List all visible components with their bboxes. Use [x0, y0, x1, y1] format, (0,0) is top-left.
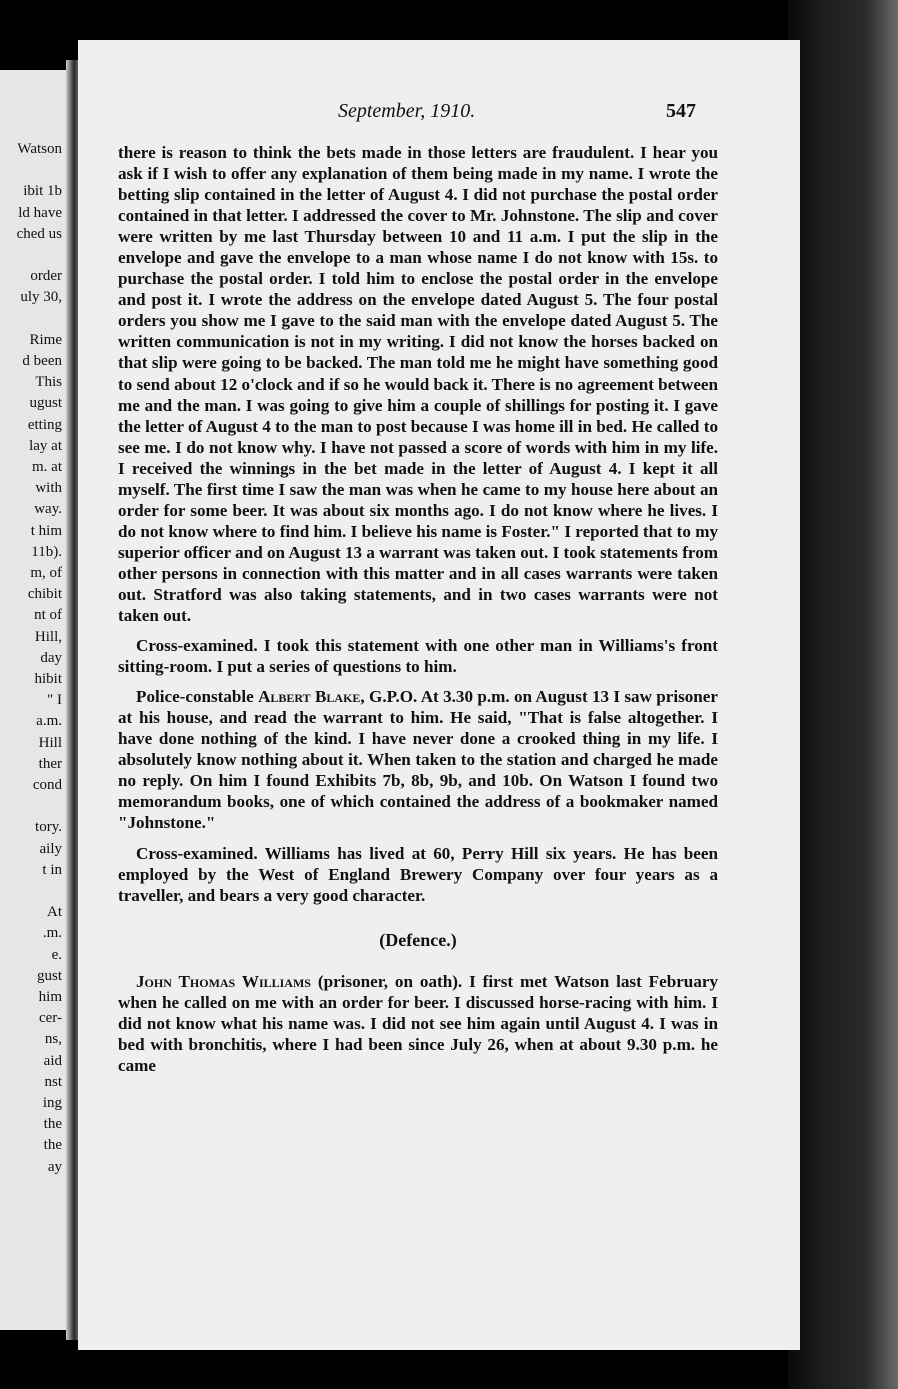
margin-fragment: the [43, 1137, 62, 1154]
margin-fragment: ther [38, 755, 62, 772]
margin-fragment: m. at [32, 459, 62, 475]
paragraph: Cross-examined. I took this statement with one other man in Williams's front sitting-room. I put a series of questions to him. [118, 636, 718, 677]
margin-fragment: Rime [29, 331, 62, 348]
witness-name: John Thomas Williams [136, 971, 311, 991]
margin-fragment: ns, [44, 1031, 62, 1048]
margin-fragment: Hill, [34, 628, 62, 645]
margin-fragment: uly 30, [20, 289, 62, 306]
running-header [78, 100, 800, 126]
margin-fragment: him [38, 989, 62, 1005]
margin-fragment: ld have [18, 204, 62, 221]
paragraph-prefix: Police-constable [136, 687, 259, 707]
page-number: 547 [666, 100, 696, 122]
paragraph [118, 686, 718, 833]
running-title: September, 1910. [338, 100, 476, 122]
margin-fragment: nst [44, 1073, 62, 1090]
margin-fragment: ugust [29, 395, 62, 412]
paragraph: there is reason to think the bets made in those letters are fraudulent. I hear you ask if I wish to offer any explanation of them being made in my name. I wrote the betting slip contained in the letter of August 4. I did not purchase the postal order contained in that letter. I addressed the cover to Mr. Johnstone. The slip and cover were written by me last Thursday between 10 and 11 a.m. I put the slip in the envelope and gave the envelope to a man whose name I do not know with 15s. to purchase the postal order. I told him to enclose the postal order in the envelope and post it. I wrote the address on the envelope dated August 5. The four postal orders you show me I gave to the said man with the envelope dated August 5. The written communication is not in my writing. I did not know the horses backed on that slip were going to be backed. The man told me he might have something good to send about 12 o'clock and if so he would back it. There is no agreement between me and the man. I was going to give him a couple of shillings for posting it. I gave the letter of August 4 to the man to post because I was home ill in bed. He called to see me. I do not know why. I have not passed a score of words with him in my life. I received the winnings in the bet made in the letter of August 4. I kept it all myself. The first time I saw the man was when he came to my house here about an order for some beer. It was about six months ago. I do not know where he lives. I do not know where to find him. I believe his name is Foster." I reported that to my superior officer and on August 13 a warrant was taken out. I took statements from other persons in connection with this matter and in all cases warrants were taken out. Stratford was also taking statements, and in two cases warrants were not taken out. [118, 143, 718, 626]
book-edge-shadow [788, 0, 898, 1389]
book-page [78, 40, 800, 1350]
margin-fragment: Hill [38, 734, 62, 751]
margin-fragment: gust [36, 967, 62, 984]
paragraph-text: , G.P.O. At 3.30 p.m. on August 13 I saw prisoner at his house, and read the warrant to him. He said, "That is false altogether. I have done nothing of the kind. I have never done a crooked thing in my life. I absolutely know nothing about it. When taken to the station and charged he made no reply. On him I found Exhibits 7b, 8b, 9b, and 10b. On Watson I found two memorandum books, one of which contained the address of a bookmaker named "Johnstone." [118, 687, 718, 833]
margin-fragment: This [35, 374, 62, 391]
margin-fragment: e. [51, 946, 62, 963]
margin-fragment: with [35, 480, 62, 497]
margin-fragment: ing [42, 1095, 62, 1111]
margin-fragment: way. [34, 501, 62, 518]
margin-fragment: chibit [27, 586, 62, 603]
margin-fragment: 11b). [31, 543, 62, 560]
margin-fragment: Watson [17, 141, 62, 157]
margin-fragment: cer- [38, 1010, 62, 1027]
margin-fragment: hibit [34, 671, 62, 687]
margin-fragment: t him [30, 522, 62, 539]
witness-name: Albert Blake [258, 687, 361, 707]
margin-fragment: aily [39, 840, 62, 857]
margin-fragment: ibit 1b [23, 183, 62, 200]
margin-fragment: nt of [34, 607, 62, 624]
margin-fragment: ched us [16, 225, 62, 242]
margin-fragment: aid [43, 1052, 62, 1069]
margin-fragment: order [30, 268, 62, 285]
paragraph: Cross-examined. Williams has lived at 60, Perry Hill six years. He has been employed by the West of England Brewery Company over four years as a traveller, and bears a very good character. [118, 843, 718, 905]
margin-fragment: At [47, 904, 62, 921]
margin-fragment: t in [42, 861, 62, 878]
margin-fragment: the [43, 1116, 62, 1133]
margin-fragment: ay [47, 1158, 62, 1175]
facing-page-fragment [0, 70, 68, 1330]
paragraph-text: (prisoner, on oath). I first met Watson last February when he called on me with an order for beer. I discussed horse-racing with him. I did not know what his name was. I did not see him again until August 4. I was in bed with bronchitis, where I had been since July 26, when at about 9.30 p.m. he came [118, 971, 718, 1075]
margin-fragment: lay at [29, 437, 62, 454]
paragraph [118, 971, 718, 1076]
margin-fragment: a.m. [36, 713, 62, 730]
margin-fragment: d been [22, 353, 62, 369]
margin-fragment: m, of [30, 565, 62, 581]
section-heading: (Defence.) [379, 929, 457, 950]
page-body [118, 142, 718, 1076]
margin-fragment: day [40, 649, 62, 666]
margin-fragment: cond [32, 777, 62, 793]
margin-fragment: tory. [35, 819, 62, 836]
margin-fragment: .m. [42, 925, 62, 942]
margin-fragment: etting [27, 416, 62, 433]
margin-fragment: " I [47, 692, 62, 709]
